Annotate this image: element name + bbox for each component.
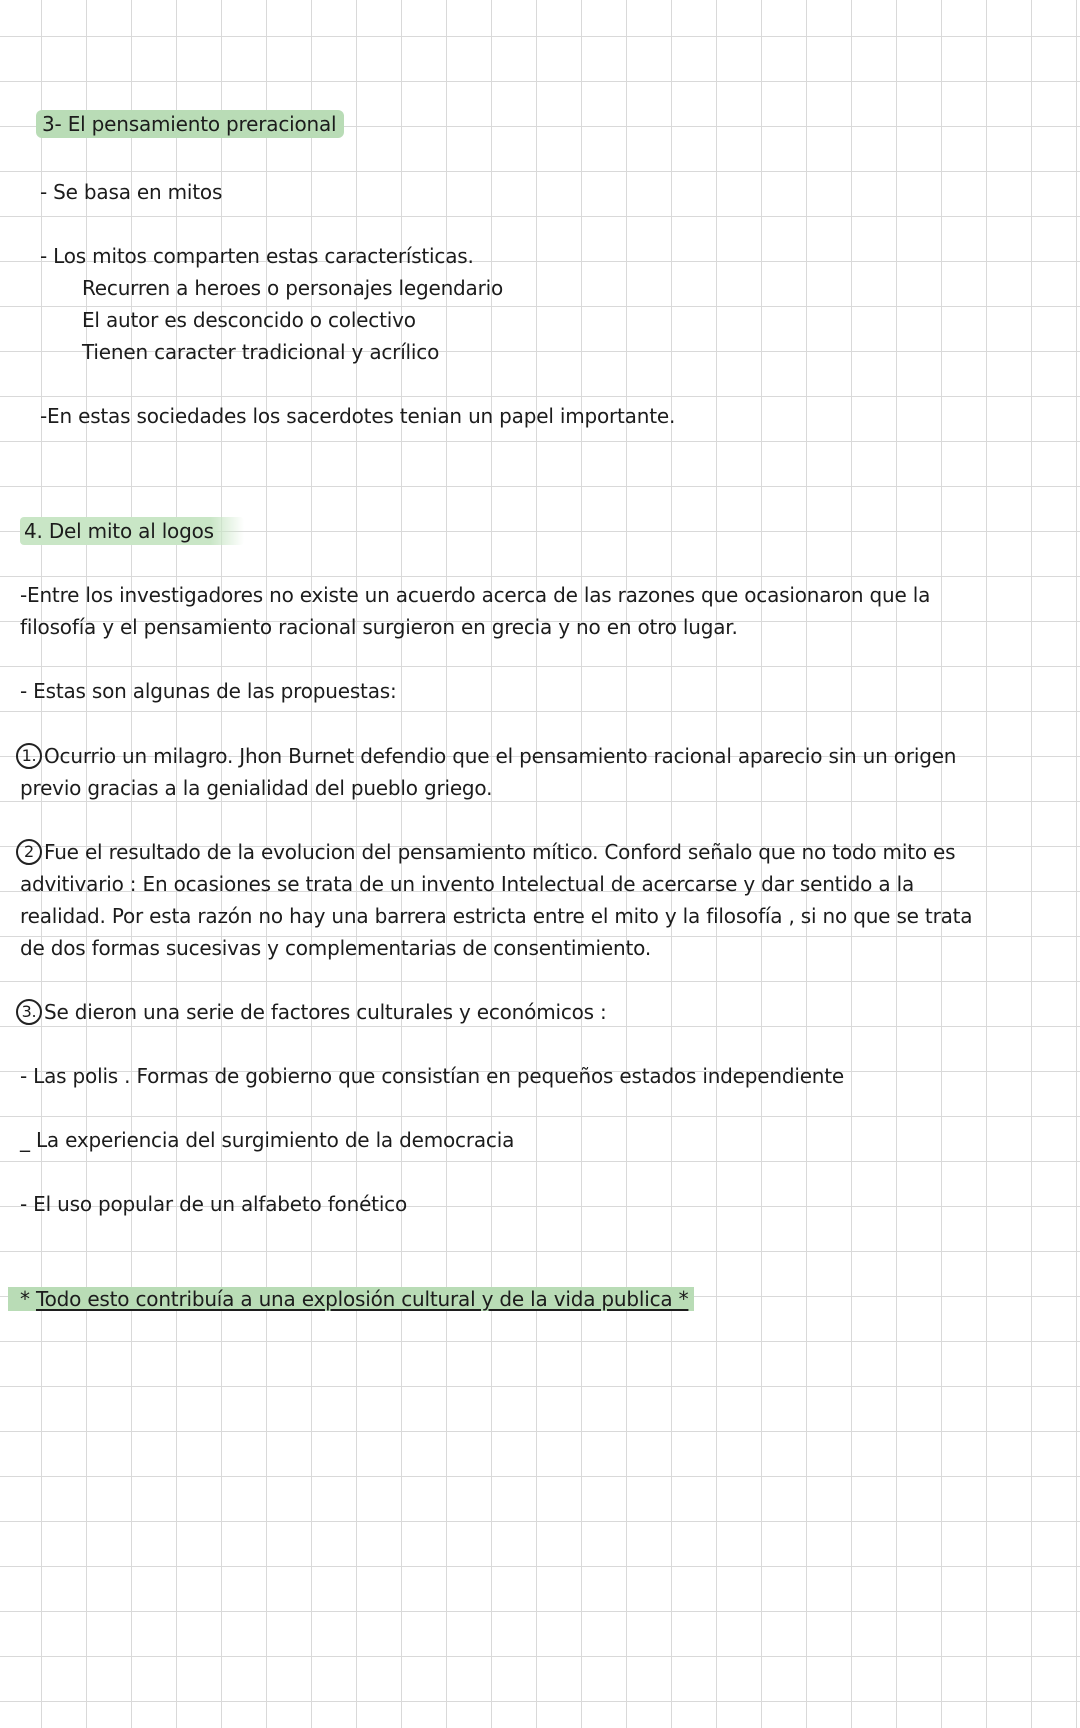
- section3-line1: - Se basa en mitos: [40, 180, 223, 204]
- item1-text-line1: Ocurrio un milagro. Jhon Burnet defendio que el pensamiento racional aparecio sin un origen: [44, 744, 957, 768]
- section3-heading: 3- El pensamiento preracional: [36, 110, 344, 138]
- item1-line1: [16, 739, 956, 774]
- section3-sub3: Tienen caracter tradicional y acrílico: [82, 340, 440, 364]
- item2-line1: [16, 835, 955, 870]
- conclusion-line: [8, 1282, 694, 1317]
- item2-text-line1: Fue el resultado de la evolucion del pensamiento mítico. Conford señalo que no todo mito es: [44, 840, 956, 864]
- item3-line1: [16, 995, 607, 1030]
- factor1: - Las polis . Formas de gobierno que consistían en pequeños estados independiente: [20, 1064, 845, 1088]
- factor2: _ La experiencia del surgimiento de la democracia: [20, 1128, 515, 1152]
- item2-line2: advitivario : En ocasiones se trata de un invento Intelectual de acercarse y dar sentido a la: [20, 872, 914, 896]
- conclusion-highlight: [8, 1287, 694, 1311]
- item3-number-badge: 3.: [16, 999, 42, 1025]
- item2-number-badge: 2: [16, 839, 42, 865]
- section4-proposals: - Estas son algunas de las propuestas:: [20, 679, 397, 703]
- item1-line2: previo gracias a la genialidad del pueblo griego.: [20, 776, 493, 800]
- section3-sub2: El autor es desconcido o colectivo: [82, 308, 416, 332]
- section4-heading-line: [20, 514, 244, 549]
- item2-line4: de dos formas sucesivas y complementarias de consentimiento.: [20, 936, 651, 960]
- section4-intro-line1: -Entre los investigadores no existe un acuerdo acerca de las razones que ocasionaron que la: [20, 583, 931, 607]
- conclusion-text: Todo esto contribuía a una explosión cultural y de la vida publica *: [35, 1287, 689, 1311]
- item1-number-badge: 1.: [16, 743, 42, 769]
- conclusion-star: *: [20, 1287, 30, 1311]
- section3-line3: -En estas sociedades los sacerdotes tenian un papel importante.: [40, 404, 676, 428]
- section3-sub1: Recurren a heroes o personajes legendario: [82, 276, 504, 300]
- section3-line2: - Los mitos comparten estas características.: [40, 244, 474, 268]
- item3-text-line1: Se dieron una serie de factores culturales y económicos :: [44, 1000, 607, 1024]
- section3-heading-line: [36, 107, 344, 142]
- section4-intro-line2: filosofía y el pensamiento racional surgieron en grecia y no en otro lugar.: [20, 615, 738, 639]
- factor3: - El uso popular de un alfabeto fonético: [20, 1192, 408, 1216]
- section4-heading: 4. Del mito al logos: [20, 517, 244, 545]
- item2-line3: realidad. Por esta razón no hay una barrera estricta entre el mito y la filosofía , si no que se trata: [20, 904, 973, 928]
